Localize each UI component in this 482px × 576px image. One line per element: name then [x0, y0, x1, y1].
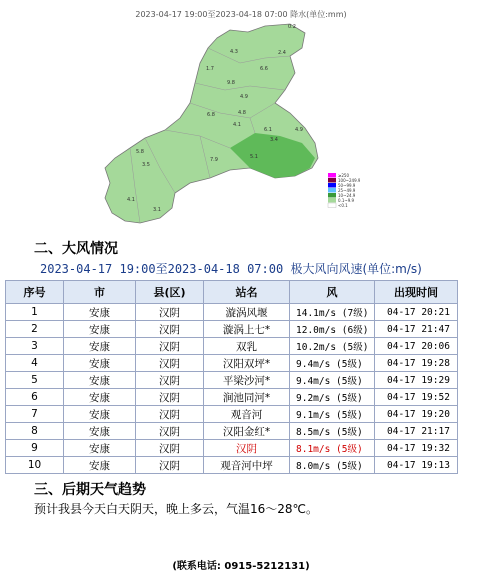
table-row — [6, 321, 458, 338]
cell-time: 04-17 21:47 — [375, 321, 458, 338]
map-label: 4.9 — [240, 94, 248, 100]
map-label: 6.1 — [264, 127, 272, 133]
legend-label: 25~49.9 — [338, 188, 356, 193]
cell-no: 4 — [6, 355, 64, 372]
cell-station: 汉阳金红* — [204, 423, 290, 440]
cell-wind: 9.4m/s (5级) — [290, 372, 375, 389]
cell-wind: 8.5m/s (5级) — [290, 423, 375, 440]
table-row — [6, 304, 458, 321]
map-label: 3.4 — [270, 137, 278, 143]
map-label: 3.5 — [142, 162, 150, 168]
section-heading-trend: 三、后期天气趋势 — [34, 482, 146, 498]
cell-station: 平梁沙河* — [204, 372, 290, 389]
map-label: 5.8 — [136, 149, 144, 155]
cell-no: 2 — [6, 321, 64, 338]
cell-time: 04-17 19:32 — [375, 440, 458, 457]
header-city: 市 — [64, 281, 136, 304]
cell-station: 观音河 — [204, 406, 290, 423]
map-label: 4.1 — [127, 197, 135, 203]
map-label: 4.8 — [238, 110, 246, 116]
forecast-text: 预计我县今天白天阴天，晚上多云，气温16～28℃。 — [34, 502, 319, 516]
cell-county: 汉阴 — [136, 406, 204, 423]
legend-swatch — [328, 188, 336, 193]
table-title-time: 2023-04-17 19:00至2023-04-18 07:00 — [40, 262, 284, 276]
map-title: 2023-04-17 19:00至2023-04-18 07:00 降水(单位:mm) — [135, 10, 347, 19]
legend-label: 50~99.9 — [338, 183, 356, 188]
cell-city: 安康 — [64, 406, 136, 423]
legend-label: <0.1 — [338, 203, 348, 208]
cell-station: 观音河中坪 — [204, 457, 290, 474]
map-label: 6.8 — [207, 112, 215, 118]
cell-station: 汉阳双坪* — [204, 355, 290, 372]
cell-county: 汉阴 — [136, 372, 204, 389]
contact-phone: (联系电话: 0915-5212131) — [172, 561, 310, 572]
legend-swatch — [328, 203, 336, 208]
legend-label: 100~249.9 — [338, 178, 360, 183]
map-label: 4.9 — [295, 127, 303, 133]
map-label: 5.1 — [250, 154, 258, 160]
cell-no: 8 — [6, 423, 64, 440]
cell-county: 汉阴 — [136, 457, 204, 474]
cell-city: 安康 — [64, 355, 136, 372]
cell-county: 汉阴 — [136, 440, 204, 457]
header-time: 出现时间 — [375, 281, 458, 304]
legend-label: 10~24.9 — [338, 193, 356, 198]
cell-wind: 12.0m/s (6级) — [290, 321, 375, 338]
legend-swatch — [328, 173, 336, 178]
cell-wind: 14.1m/s (7级) — [290, 304, 375, 321]
legend-swatch — [328, 198, 336, 203]
cell-time: 04-17 21:17 — [375, 423, 458, 440]
cell-wind: 8.0m/s (5级) — [290, 457, 375, 474]
cell-station: 涧池同河* — [204, 389, 290, 406]
cell-wind: 8.1m/s (5级) — [290, 440, 375, 457]
cell-city: 安康 — [64, 321, 136, 338]
table-header-row — [6, 281, 458, 304]
legend-swatch — [328, 183, 336, 188]
map-label: 4.3 — [230, 49, 238, 55]
cell-no: 5 — [6, 372, 64, 389]
map-label: 0.2 — [288, 24, 296, 30]
table-row — [6, 423, 458, 440]
cell-time: 04-17 19:28 — [375, 355, 458, 372]
cell-county: 汉阴 — [136, 389, 204, 406]
cell-county: 汉阴 — [136, 355, 204, 372]
legend-label: ≥250 — [338, 173, 349, 178]
cell-station: 漩涡上七* — [204, 321, 290, 338]
table-row-highlighted — [6, 440, 458, 457]
cell-time: 04-17 19:52 — [375, 389, 458, 406]
table-row — [6, 389, 458, 406]
map-label: 2.4 — [278, 50, 286, 56]
table-row — [6, 372, 458, 389]
cell-county: 汉阴 — [136, 304, 204, 321]
county-outline — [105, 24, 318, 223]
cell-city: 安康 — [64, 304, 136, 321]
cell-wind: 10.2m/s (5级) — [290, 338, 375, 355]
cell-city: 安康 — [64, 457, 136, 474]
precipitation-map — [90, 18, 360, 233]
cell-city: 安康 — [64, 440, 136, 457]
cell-county: 汉阴 — [136, 321, 204, 338]
precipitation-map-svg — [90, 18, 360, 233]
cell-city: 安康 — [64, 389, 136, 406]
table-row — [6, 338, 458, 355]
cell-no: 7 — [6, 406, 64, 423]
map-label: 7.9 — [210, 157, 218, 163]
table-title-label: 极大风向风速(单位:m/s) — [290, 262, 422, 276]
table-row — [6, 406, 458, 423]
table-row — [6, 457, 458, 474]
legend-label: 0.1~9.9 — [338, 198, 355, 203]
wind-table — [5, 280, 458, 474]
cell-no: 9 — [6, 440, 64, 457]
table-title — [40, 260, 422, 277]
precipitation-legend — [328, 173, 360, 208]
cell-city: 安康 — [64, 372, 136, 389]
header-county: 县(区) — [136, 281, 204, 304]
table-row — [6, 355, 458, 372]
cell-city: 安康 — [64, 423, 136, 440]
cell-wind: 9.2m/s (5级) — [290, 389, 375, 406]
cell-station: 漩涡风堰 — [204, 304, 290, 321]
map-label: 9.8 — [227, 80, 235, 86]
cell-time: 04-17 19:29 — [375, 372, 458, 389]
cell-no: 6 — [6, 389, 64, 406]
cell-time: 04-17 19:13 — [375, 457, 458, 474]
cell-county: 汉阴 — [136, 423, 204, 440]
cell-no: 3 — [6, 338, 64, 355]
section-heading-wind: 二、大风情况 — [34, 241, 118, 257]
cell-county: 汉阴 — [136, 338, 204, 355]
header-no: 序号 — [6, 281, 64, 304]
cell-no: 10 — [6, 457, 64, 474]
cell-city: 安康 — [64, 338, 136, 355]
map-label: 3.1 — [153, 207, 161, 213]
cell-wind: 9.4m/s (5级) — [290, 355, 375, 372]
cell-time: 04-17 19:20 — [375, 406, 458, 423]
cell-time: 04-17 20:06 — [375, 338, 458, 355]
cell-no: 1 — [6, 304, 64, 321]
cell-station: 双乳 — [204, 338, 290, 355]
legend-swatch — [328, 178, 336, 183]
legend-swatch — [328, 193, 336, 198]
cell-station: 汉阴 — [204, 440, 290, 457]
header-wind: 风 — [290, 281, 375, 304]
map-label: 1.7 — [206, 66, 214, 72]
header-station: 站名 — [204, 281, 290, 304]
cell-time: 04-17 20:21 — [375, 304, 458, 321]
map-label: 4.1 — [233, 122, 241, 128]
map-label: 6.6 — [260, 66, 268, 72]
cell-wind: 9.1m/s (5级) — [290, 406, 375, 423]
